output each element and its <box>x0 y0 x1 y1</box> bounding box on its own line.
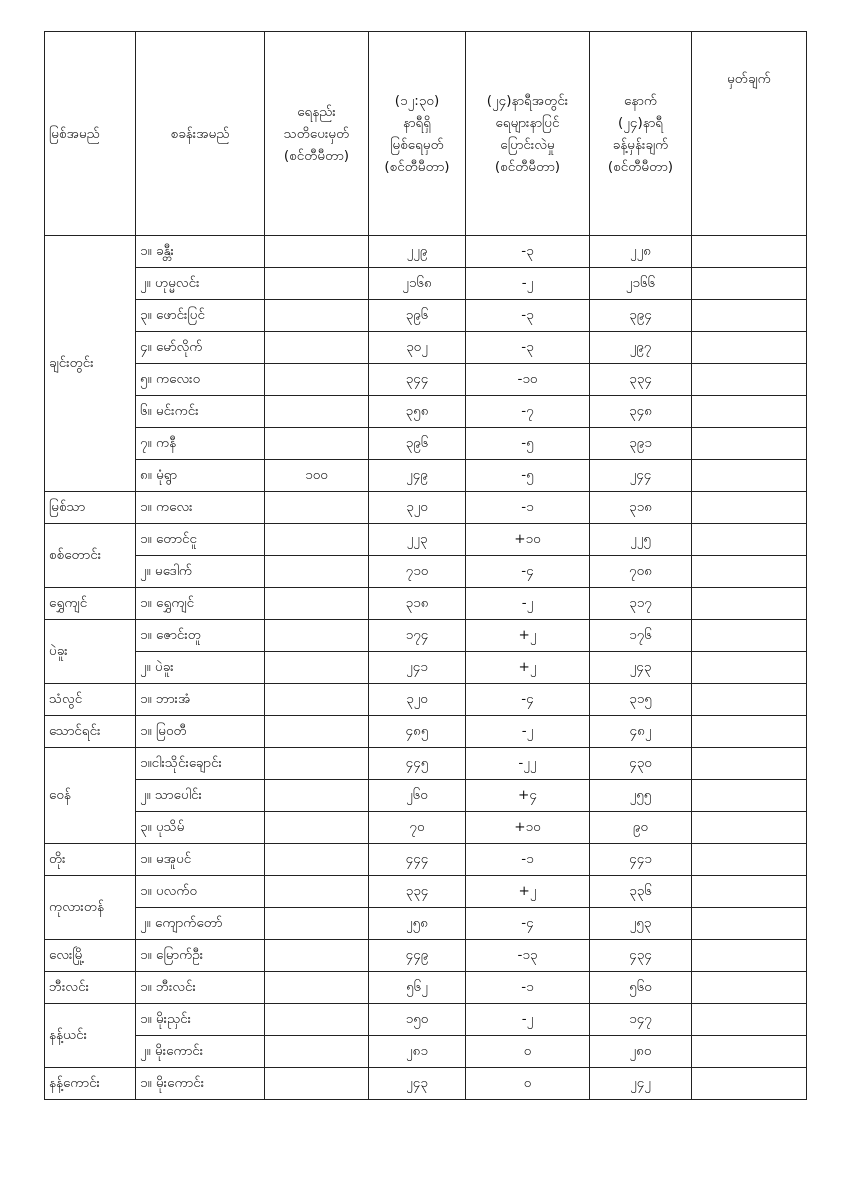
change-cell: -၂ <box>466 716 590 748</box>
forecast-cell: ၃၃၄ <box>590 364 692 396</box>
river-name-cell: မြစ်သာ <box>45 492 136 524</box>
forecast-cell: ၃၁၇ <box>590 588 692 620</box>
forecast-cell: ၄၃၄ <box>590 940 692 972</box>
forecast-cell: ၇၀၈ <box>590 556 692 588</box>
forecast-cell: ၅၆၀ <box>590 972 692 1004</box>
river-name-cell: သံလွင် <box>45 684 136 716</box>
danger-level-cell <box>265 524 369 556</box>
remark-cell <box>692 972 807 1004</box>
station-name-cell: ၁။ တောင်ငူ <box>136 524 265 556</box>
current-level-cell: ၂၂၃ <box>369 524 466 556</box>
change-cell: -၂၂ <box>466 748 590 780</box>
remark-cell <box>692 556 807 588</box>
danger-level-cell <box>265 1004 369 1036</box>
river-name-cell: ဝေန် <box>45 748 136 844</box>
table-row <box>45 1036 807 1068</box>
station-name-cell: ၁။ မအူပင် <box>136 844 265 876</box>
current-level-cell: ၂၁၆၈ <box>369 268 466 300</box>
station-name-cell: ၁။ မြောက်ဦး <box>136 940 265 972</box>
danger-level-cell <box>265 908 369 940</box>
river-name-cell: သောင်ရင်း <box>45 716 136 748</box>
danger-level-cell <box>265 748 369 780</box>
station-name-cell: ၅။ ကလေးဝ <box>136 364 265 396</box>
station-name-cell: ၁။ မိုးညှင်း <box>136 1004 265 1036</box>
table-row <box>45 588 807 620</box>
forecast-cell: ၂၅၃ <box>590 908 692 940</box>
current-level-cell: ၃၅၈ <box>369 396 466 428</box>
current-level-cell: ၄၄၅ <box>369 748 466 780</box>
table-row <box>45 364 807 396</box>
change-cell: -၇ <box>466 396 590 428</box>
table-row <box>45 556 807 588</box>
change-cell: -၂ <box>466 268 590 300</box>
current-level-cell: ၂၂၉ <box>369 236 466 268</box>
danger-level-cell <box>265 364 369 396</box>
remark-cell <box>692 396 807 428</box>
danger-level-cell <box>265 236 369 268</box>
remark-cell <box>692 1036 807 1068</box>
header-current-level: (၁၂:၃၀) နာရီရှိ မြစ်ရေမှတ် (စင်တီမီတာ) <box>369 32 466 236</box>
table-row <box>45 780 807 812</box>
danger-level-cell <box>265 716 369 748</box>
station-name-cell: ၄။ မော်လိုက် <box>136 332 265 364</box>
change-cell: -၁ <box>466 844 590 876</box>
table-row <box>45 1068 807 1100</box>
station-name-cell: ၂။ ဟုမ္မလင်း <box>136 268 265 300</box>
forecast-cell: ၂၄၄ <box>590 460 692 492</box>
table-row <box>45 652 807 684</box>
change-cell: -၃ <box>466 300 590 332</box>
change-cell: ၀ <box>466 1068 590 1100</box>
danger-level-cell <box>265 556 369 588</box>
danger-level-cell <box>265 332 369 364</box>
river-name-cell: တိုး <box>45 844 136 876</box>
remark-cell <box>692 332 807 364</box>
forecast-cell: ၃၉၁ <box>590 428 692 460</box>
change-cell: -၃ <box>466 332 590 364</box>
river-name-cell: ရွှေကျင် <box>45 588 136 620</box>
current-level-cell: ၃၃၄ <box>369 876 466 908</box>
remark-cell <box>692 716 807 748</box>
station-name-cell: ၁။ ခန္တီး <box>136 236 265 268</box>
station-name-cell: ၂။ မဒေါက် <box>136 556 265 588</box>
table-row <box>45 524 807 556</box>
current-level-cell: ၄၈၅ <box>369 716 466 748</box>
danger-level-cell: ၁၀၀ <box>265 460 369 492</box>
change-cell: -၁ <box>466 972 590 1004</box>
remark-cell <box>692 620 807 652</box>
table-row <box>45 876 807 908</box>
remark-cell <box>692 780 807 812</box>
danger-level-cell <box>265 940 369 972</box>
station-name-cell: ၁။ ဘီးလင်း <box>136 972 265 1004</box>
forecast-cell: ၂၄၃ <box>590 652 692 684</box>
table-row <box>45 972 807 1004</box>
current-level-cell: ၅၆၂ <box>369 972 466 1004</box>
remark-cell <box>692 876 807 908</box>
change-cell: -၃ <box>466 236 590 268</box>
table-row <box>45 684 807 716</box>
current-level-cell: ၂၄၁ <box>369 652 466 684</box>
station-name-cell: ၂။ သာပေါင်း <box>136 780 265 812</box>
change-cell: -၁၃ <box>466 940 590 972</box>
header-river: မြစ်အမည် <box>45 32 136 236</box>
station-name-cell: ၁။ ပလက်ဝ <box>136 876 265 908</box>
table-row <box>45 460 807 492</box>
forecast-cell: ၄၄၁ <box>590 844 692 876</box>
table-row <box>45 492 807 524</box>
change-cell: -၂ <box>466 1004 590 1036</box>
station-name-cell: ၂။ ကျောက်တော် <box>136 908 265 940</box>
change-cell: +၄ <box>466 780 590 812</box>
table-row <box>45 940 807 972</box>
forecast-cell: ၂၉၇ <box>590 332 692 364</box>
change-cell: +၂ <box>466 620 590 652</box>
change-cell: -၁ <box>466 492 590 524</box>
current-level-cell: ၃၄၄ <box>369 364 466 396</box>
remark-cell <box>692 492 807 524</box>
danger-level-cell <box>265 876 369 908</box>
change-cell: -၅ <box>466 428 590 460</box>
table-row <box>45 716 807 748</box>
remark-cell <box>692 300 807 332</box>
current-level-cell: ၁၇၄ <box>369 620 466 652</box>
forecast-cell: ၁၇၆ <box>590 620 692 652</box>
forecast-cell: ၂၈၀ <box>590 1036 692 1068</box>
forecast-cell: ၃၃၆ <box>590 876 692 908</box>
current-level-cell: ၂၆၀ <box>369 780 466 812</box>
remark-cell <box>692 364 807 396</box>
header-forecast: နောက် (၂၄)နာရီ ခန့်မှန်းချက် (စင်တီမီတာ) <box>590 32 692 236</box>
current-level-cell: ၂၅၈ <box>369 908 466 940</box>
change-cell: -၅ <box>466 460 590 492</box>
station-name-cell: ၁။ မိုးကောင်း <box>136 1068 265 1100</box>
change-cell: -၄ <box>466 556 590 588</box>
danger-level-cell <box>265 620 369 652</box>
forecast-cell: ၃၁၈ <box>590 492 692 524</box>
table-row <box>45 812 807 844</box>
table-row <box>45 1004 807 1036</box>
table-row <box>45 396 807 428</box>
station-name-cell: ၁။ ဇောင်းတူ <box>136 620 265 652</box>
station-name-cell: ၆။ မင်းကင်း <box>136 396 265 428</box>
danger-level-cell <box>265 684 369 716</box>
forecast-cell: ၃၉၄ <box>590 300 692 332</box>
change-cell: +၁၀ <box>466 524 590 556</box>
header-change: (၂၄)နာရီအတွင်း ရေများနာပြင် ပြောင်းလဲမှု (စင်တီမီတာ) <box>466 32 590 236</box>
station-name-cell: ၃။ ပုသိမ် <box>136 812 265 844</box>
river-name-cell: ပဲခူး <box>45 620 136 684</box>
river-name-cell: စစ်တောင်း <box>45 524 136 588</box>
table-body <box>45 236 807 1100</box>
danger-level-cell <box>265 268 369 300</box>
river-level-table <box>44 31 807 1100</box>
station-name-cell: ၂။ မိုးကောင်း <box>136 1036 265 1068</box>
remark-cell <box>692 1068 807 1100</box>
forecast-cell: ၉၀ <box>590 812 692 844</box>
station-name-cell: ၁။ ကလေး <box>136 492 265 524</box>
station-name-cell: ၁။ ရွှေကျင် <box>136 588 265 620</box>
forecast-cell: ၃၁၅ <box>590 684 692 716</box>
forecast-cell: ၂၂၅ <box>590 524 692 556</box>
table-row <box>45 428 807 460</box>
table-row <box>45 236 807 268</box>
header-remark: မှတ်ချက် <box>692 32 807 236</box>
river-name-cell: ကုလားတန် <box>45 876 136 940</box>
current-level-cell: ၇၁၀ <box>369 556 466 588</box>
station-name-cell: ၁။ မြဝတီ <box>136 716 265 748</box>
change-cell: +၁၀ <box>466 812 590 844</box>
current-level-cell: ၄၄၄ <box>369 844 466 876</box>
remark-cell <box>692 268 807 300</box>
danger-level-cell <box>265 300 369 332</box>
current-level-cell: ၃၂၀ <box>369 492 466 524</box>
forecast-cell: ၃၄၈ <box>590 396 692 428</box>
current-level-cell: ၃၉၆ <box>369 428 466 460</box>
remark-cell <box>692 812 807 844</box>
forecast-cell: ၂၁၆၆ <box>590 268 692 300</box>
change-cell: ၀ <box>466 1036 590 1068</box>
remark-cell <box>692 748 807 780</box>
current-level-cell: ၃၀၂ <box>369 332 466 364</box>
table-row <box>45 268 807 300</box>
danger-level-cell <box>265 652 369 684</box>
danger-level-cell <box>265 428 369 460</box>
remark-cell <box>692 460 807 492</box>
danger-level-cell <box>265 844 369 876</box>
current-level-cell: ၂၄၉ <box>369 460 466 492</box>
table-row <box>45 748 807 780</box>
current-level-cell: ၃၂၀ <box>369 684 466 716</box>
forecast-cell: ၄၃၀ <box>590 748 692 780</box>
danger-level-cell <box>265 1036 369 1068</box>
table-header <box>45 32 807 236</box>
danger-level-cell <box>265 812 369 844</box>
remark-cell <box>692 652 807 684</box>
header-station: စခန်းအမည် <box>136 32 265 236</box>
station-name-cell: ၈။ မုံရွာ <box>136 460 265 492</box>
change-cell: +၂ <box>466 876 590 908</box>
forecast-cell: ၂၅၅ <box>590 780 692 812</box>
danger-level-cell <box>265 780 369 812</box>
current-level-cell: ၃၁၈ <box>369 588 466 620</box>
river-name-cell: ချင်းတွင်း <box>45 236 136 492</box>
remark-cell <box>692 684 807 716</box>
danger-level-cell <box>265 972 369 1004</box>
danger-level-cell <box>265 588 369 620</box>
forecast-cell: ၄၈၂ <box>590 716 692 748</box>
table-row <box>45 300 807 332</box>
current-level-cell: ၂၈၁ <box>369 1036 466 1068</box>
station-name-cell: ၁။ ဘားအံ <box>136 684 265 716</box>
current-level-cell: ၂၄၃ <box>369 1068 466 1100</box>
river-name-cell: လေးမြို့ <box>45 940 136 972</box>
current-level-cell: ၄၄၉ <box>369 940 466 972</box>
table-row <box>45 844 807 876</box>
current-level-cell: ၃၉၆ <box>369 300 466 332</box>
station-name-cell: ၇။ ကနီ <box>136 428 265 460</box>
station-name-cell: ၃။ ဖောင်းပြင် <box>136 300 265 332</box>
forecast-cell: ၂၂၈ <box>590 236 692 268</box>
danger-level-cell <box>265 396 369 428</box>
remark-cell <box>692 844 807 876</box>
change-cell: -၄ <box>466 684 590 716</box>
table-row <box>45 620 807 652</box>
remark-cell <box>692 236 807 268</box>
station-name-cell: ၁။ငါးသိုင်းချောင်း <box>136 748 265 780</box>
remark-cell <box>692 588 807 620</box>
current-level-cell: ၇၀ <box>369 812 466 844</box>
remark-cell <box>692 524 807 556</box>
table-row <box>45 908 807 940</box>
header-danger-level: ရေနည်း သတိပေးမှတ် (စင်တီမီတာ) <box>265 32 369 236</box>
header-row <box>45 32 807 236</box>
remark-cell <box>692 908 807 940</box>
forecast-cell: ၂၄၂ <box>590 1068 692 1100</box>
change-cell: -၄ <box>466 908 590 940</box>
river-name-cell: နန့်ကောင်း <box>45 1068 136 1100</box>
remark-cell <box>692 428 807 460</box>
river-name-cell: ဘီးလင်း <box>45 972 136 1004</box>
danger-level-cell <box>265 1068 369 1100</box>
current-level-cell: ၁၅၀ <box>369 1004 466 1036</box>
forecast-cell: ၁၄၇ <box>590 1004 692 1036</box>
danger-level-cell <box>265 492 369 524</box>
station-name-cell: ၂။ ပဲခူး <box>136 652 265 684</box>
change-cell: -၂ <box>466 588 590 620</box>
remark-cell <box>692 940 807 972</box>
river-name-cell: နန့်ယင်း <box>45 1004 136 1068</box>
change-cell: -၁၀ <box>466 364 590 396</box>
table-row <box>45 332 807 364</box>
remark-cell <box>692 1004 807 1036</box>
change-cell: +၂ <box>466 652 590 684</box>
